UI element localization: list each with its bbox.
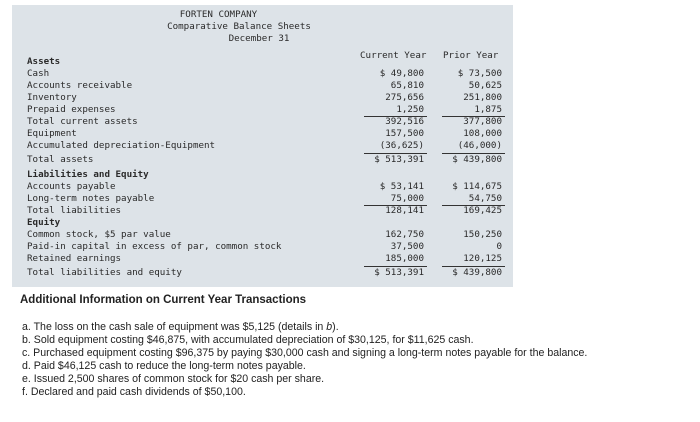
prior-value: $ 439,800	[452, 154, 502, 165]
equity-heading: Equity	[27, 217, 61, 228]
prior-value: $ 439,800	[452, 267, 502, 278]
row-label: Paid-in capital in excess of par, common stock	[27, 241, 282, 252]
column-header-current: Current Year	[360, 50, 427, 61]
current-value: 162,750	[385, 229, 424, 240]
info-text: b. Sold equipment costing $46,875, with accumulated depreciation of $30,125, for $11,625 cash.	[22, 334, 474, 346]
current-value: 157,500	[385, 128, 424, 139]
prior-value: 169,425	[463, 205, 502, 216]
current-value: $ 53,141	[379, 181, 424, 192]
current-value: 37,500	[390, 241, 424, 252]
prior-value: 377,800	[463, 116, 502, 127]
row-label: Long-term notes payable	[27, 193, 155, 204]
row-label: Accounts receivable	[27, 80, 133, 91]
info-text: d. Paid $46,125 cash to reduce the long-term notes payable.	[22, 360, 306, 372]
current-value: (36,625)	[379, 140, 424, 151]
row-label: Prepaid expenses	[27, 104, 116, 115]
current-value: $ 513,391	[374, 154, 424, 165]
prior-value: 0	[496, 241, 502, 252]
current-value: 392,516	[385, 116, 424, 127]
statement-title: Comparative Balance Sheets	[167, 21, 311, 32]
prior-value: $ 114,675	[452, 181, 502, 192]
info-item-a	[22, 321, 339, 333]
info-item-f	[22, 386, 246, 398]
info-text-end: ).	[332, 321, 339, 333]
row-label: Total assets	[27, 154, 94, 165]
prior-value: 54,750	[468, 193, 502, 204]
row-label: Cash	[27, 68, 50, 79]
info-emphasis: b	[326, 321, 333, 333]
prior-value: (46,000)	[457, 140, 502, 151]
balance-sheet-panel	[12, 5, 513, 287]
row-label: Total liabilities and equity	[27, 267, 182, 278]
prior-value: 150,250	[463, 229, 502, 240]
info-item-b	[22, 334, 474, 346]
info-text: c. Purchased equipment costing $96,375 by paying $30,000 cash and signing a long-term notes payable for the balance.	[22, 347, 588, 359]
current-value: 128,141	[385, 205, 424, 216]
row-label: Equipment	[27, 128, 77, 139]
current-value: 1,250	[396, 104, 424, 115]
row-label: Inventory	[27, 92, 77, 103]
assets-heading: Assets	[27, 56, 61, 67]
prior-value: 1,875	[474, 104, 502, 115]
prior-value: $ 73,500	[457, 68, 502, 79]
current-value: $ 49,800	[379, 68, 424, 79]
info-item-d	[22, 360, 306, 372]
row-label: Accounts payable	[27, 181, 116, 192]
row-label: Common stock, $5 par value	[27, 229, 171, 240]
row-label: Retained earnings	[27, 253, 122, 264]
company-name: FORTEN COMPANY	[179, 9, 258, 20]
prior-value: 251,800	[463, 92, 502, 103]
current-value: 65,810	[390, 80, 424, 91]
current-value: $ 513,391	[374, 267, 424, 278]
current-value: 75,000	[390, 193, 424, 204]
row-label: Accumulated depreciation-Equipment	[27, 140, 216, 151]
additional-info-title: Additional Information on Current Year Transactions	[20, 294, 307, 306]
prior-value: 120,125	[463, 253, 502, 264]
current-value: 275,656	[385, 92, 424, 103]
info-item-c	[22, 347, 587, 359]
info-text: f. Declared and paid cash dividends of $50,100.	[22, 386, 246, 398]
info-text: e. Issued 2,500 shares of common stock for $20 cash per share.	[22, 373, 325, 385]
column-header-prior: Prior Year	[443, 50, 499, 61]
liabilities-equity-heading: Liabilities and Equity	[27, 169, 149, 180]
current-value: 185,000	[385, 253, 424, 264]
prior-value: 108,000	[463, 128, 502, 139]
prior-value: 50,625	[468, 80, 502, 91]
statement-date: December 31	[228, 33, 290, 44]
row-label: Total current assets	[27, 116, 138, 127]
info-item-e	[22, 373, 324, 385]
info-text: a. The loss on the cash sale of equipment was $5,125 (details in	[22, 321, 327, 333]
row-label: Total liabilities	[27, 205, 122, 216]
